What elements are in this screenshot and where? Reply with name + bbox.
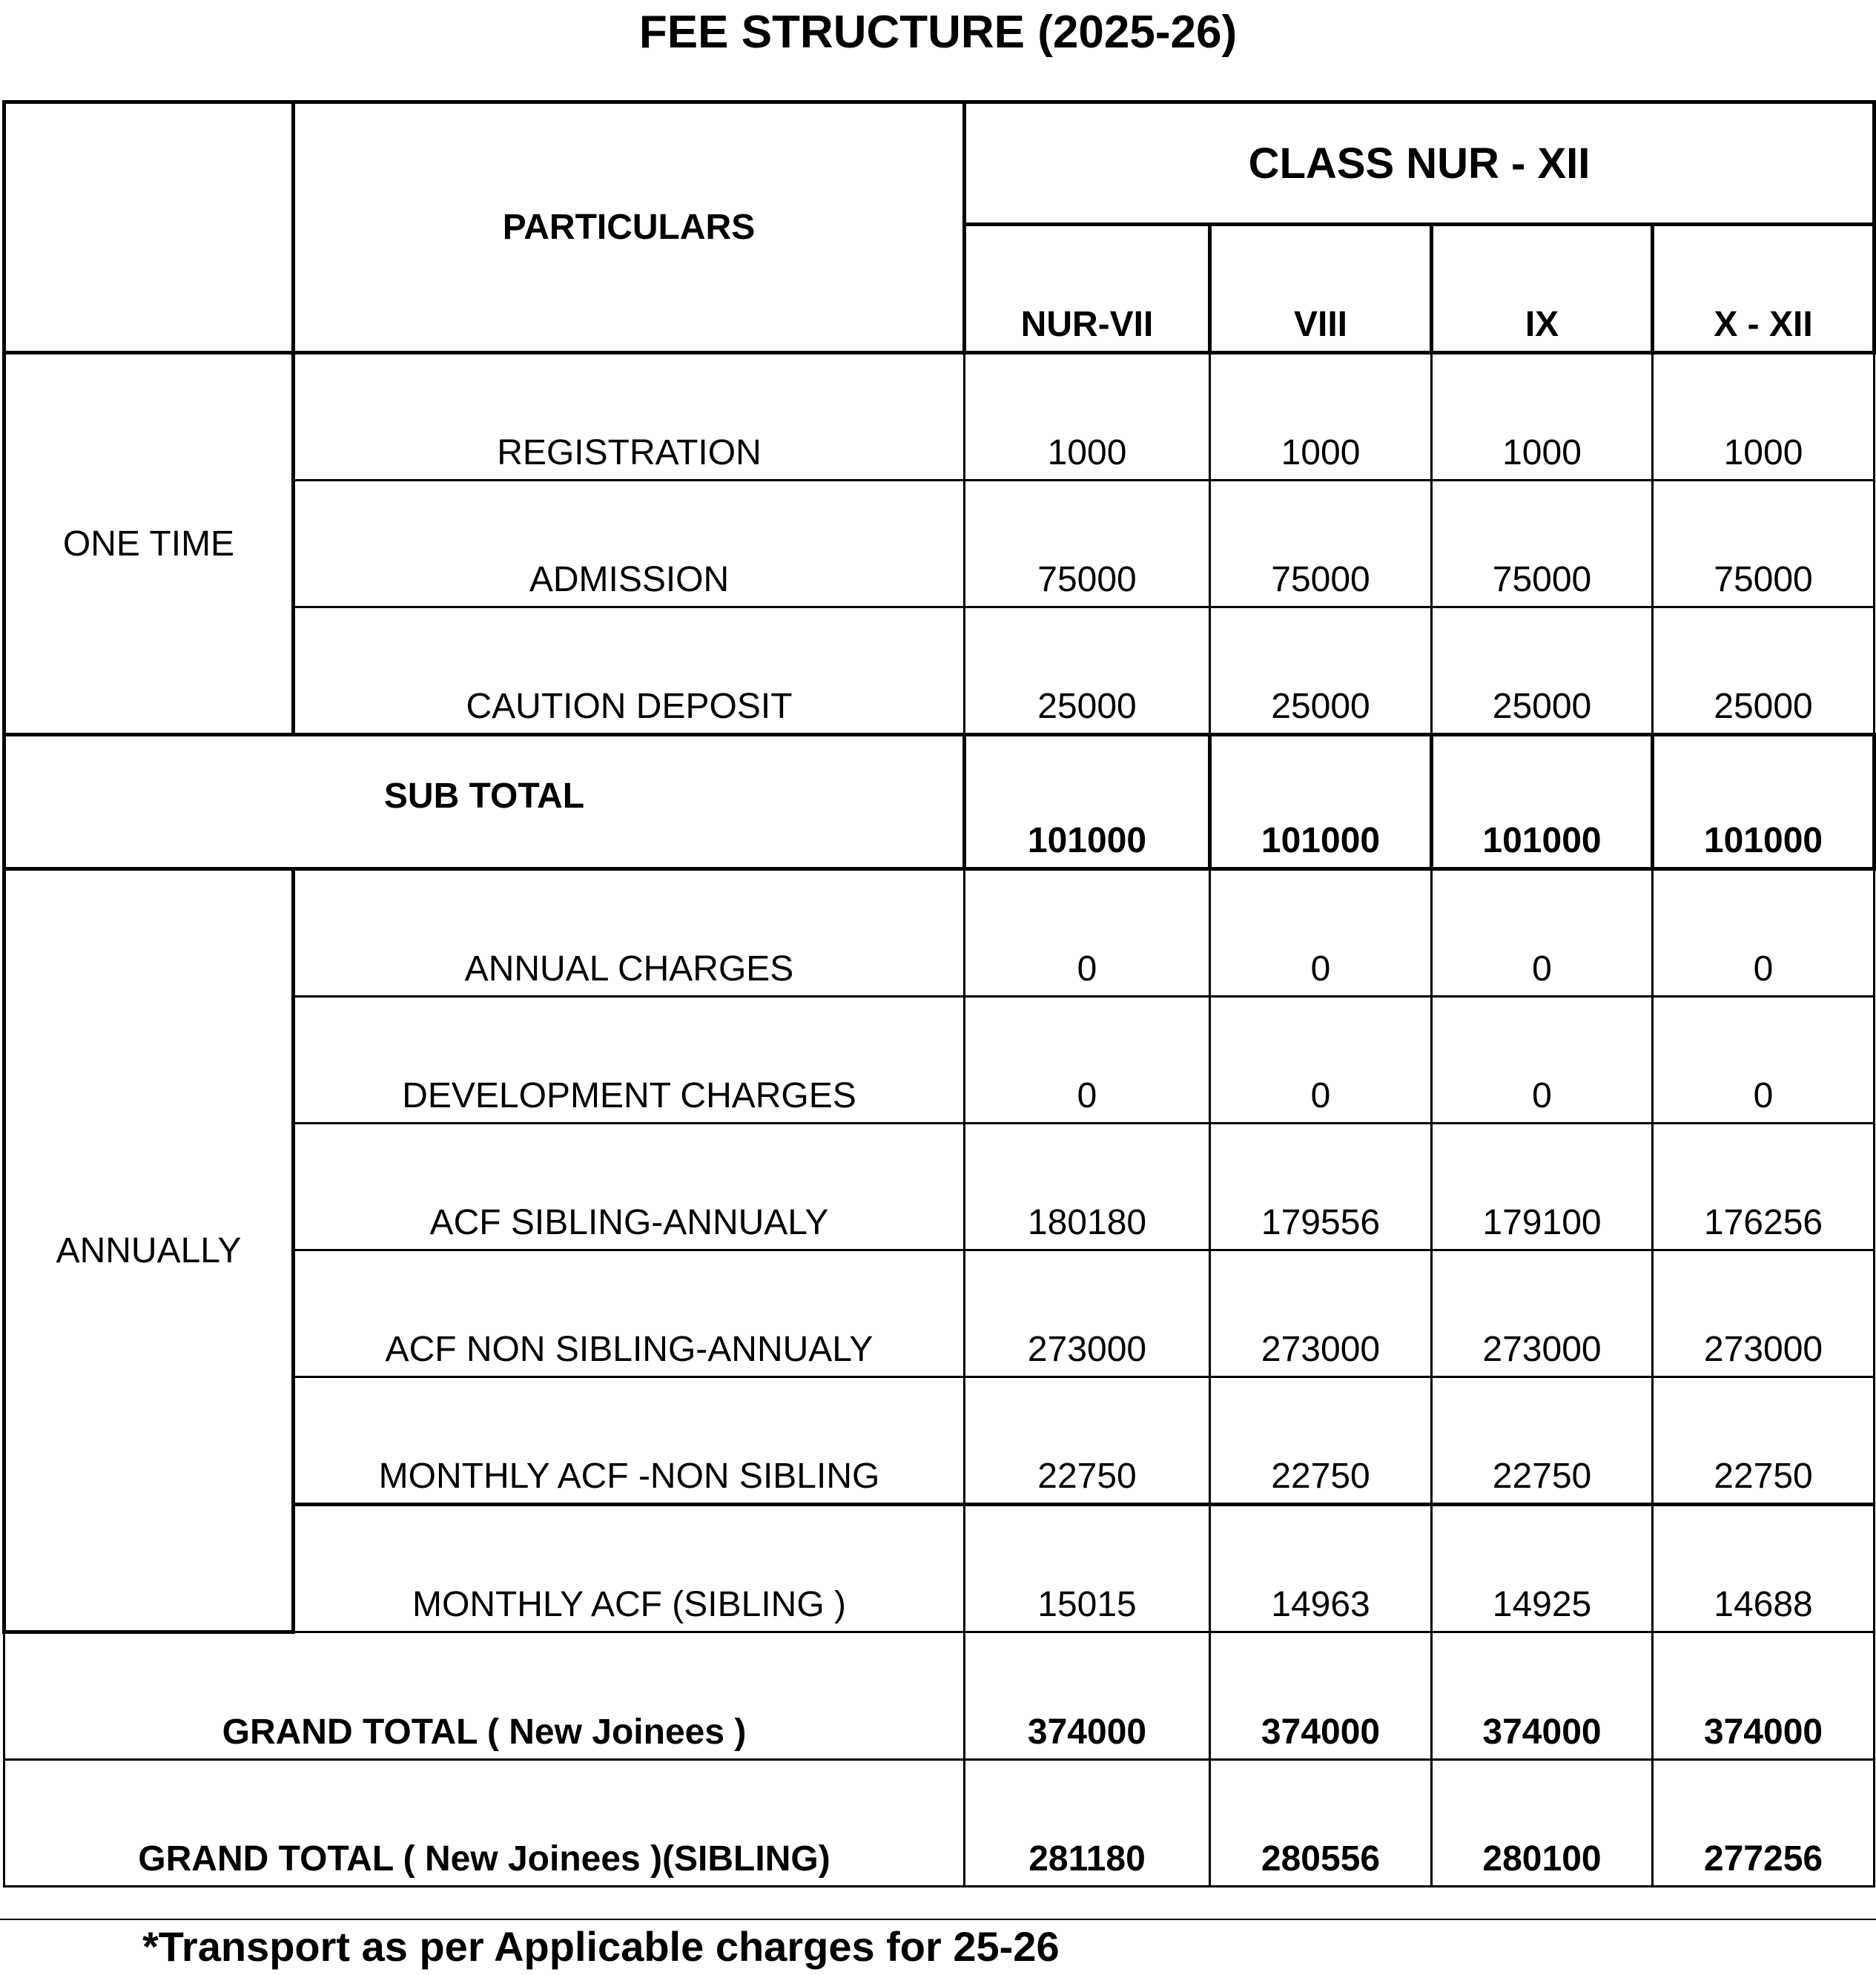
- value-cell: 0: [1432, 997, 1653, 1124]
- row-label: MONTHLY ACF (SIBLING ): [294, 1505, 965, 1632]
- table-row: [4, 353, 1875, 481]
- value-cell: 374000: [1432, 1632, 1653, 1760]
- row-label: ANNUAL CHARGES: [294, 869, 965, 997]
- value-cell: 0: [965, 869, 1210, 997]
- value-cell: 0: [965, 997, 1210, 1124]
- header-col-viii: VIII: [1210, 225, 1432, 353]
- value-cell: 22750: [1432, 1377, 1653, 1505]
- footnote: *Transport as per Applicable charges for 25-26: [142, 1923, 1060, 1970]
- grand-total-row: [4, 1632, 1875, 1760]
- value-cell: 280100: [1432, 1760, 1653, 1887]
- value-cell: 101000: [965, 735, 1210, 869]
- value-cell: 101000: [1653, 735, 1875, 869]
- value-cell: 374000: [1653, 1632, 1875, 1760]
- value-cell: 101000: [1432, 735, 1653, 869]
- value-cell: 281180: [965, 1760, 1210, 1887]
- value-cell: 25000: [1432, 607, 1653, 735]
- grand-total-sibling-row: [4, 1760, 1875, 1887]
- header-particulars: PARTICULARS: [294, 102, 965, 353]
- value-cell: 179100: [1432, 1124, 1653, 1250]
- value-cell: 0: [1432, 869, 1653, 997]
- value-cell: 0: [1653, 869, 1875, 997]
- value-cell: 75000: [1210, 481, 1432, 607]
- value-cell: 0: [1653, 997, 1875, 1124]
- header-blank-cell: [4, 102, 294, 353]
- value-cell: 22750: [965, 1377, 1210, 1505]
- grand-total-label: GRAND TOTAL ( New Joinees ): [4, 1632, 965, 1760]
- value-cell: 1000: [1210, 353, 1432, 481]
- header-col-nur-vii: NUR-VII: [965, 225, 1210, 353]
- section-label-annually: ANNUALLY: [4, 869, 294, 1632]
- value-cell: 179556: [1210, 1124, 1432, 1250]
- value-cell: 280556: [1210, 1760, 1432, 1887]
- value-cell: 374000: [1210, 1632, 1432, 1760]
- value-cell: 14925: [1432, 1505, 1653, 1632]
- value-cell: 75000: [965, 481, 1210, 607]
- value-cell: 75000: [1653, 481, 1875, 607]
- header-row-1: [4, 102, 1875, 225]
- value-cell: 25000: [965, 607, 1210, 735]
- value-cell: 1000: [965, 353, 1210, 481]
- value-cell: 277256: [1653, 1760, 1875, 1887]
- subtotal-row: [4, 735, 1875, 869]
- row-label: CAUTION DEPOSIT: [294, 607, 965, 735]
- value-cell: 273000: [1210, 1250, 1432, 1377]
- value-cell: 374000: [965, 1632, 1210, 1760]
- fee-table: [2, 100, 1876, 1887]
- value-cell: 14963: [1210, 1505, 1432, 1632]
- value-cell: 15015: [965, 1505, 1210, 1632]
- value-cell: 14688: [1653, 1505, 1875, 1632]
- value-cell: 273000: [1432, 1250, 1653, 1377]
- value-cell: 0: [1210, 869, 1432, 997]
- row-label: DEVELOPMENT CHARGES: [294, 997, 965, 1124]
- row-label: MONTHLY ACF -NON SIBLING: [294, 1377, 965, 1505]
- value-cell: 176256: [1653, 1124, 1875, 1250]
- value-cell: 273000: [965, 1250, 1210, 1377]
- value-cell: 22750: [1653, 1377, 1875, 1505]
- value-cell: 1000: [1653, 353, 1875, 481]
- section-label-one-time: ONE TIME: [4, 353, 294, 735]
- value-cell: 25000: [1653, 607, 1875, 735]
- value-cell: 25000: [1210, 607, 1432, 735]
- value-cell: 0: [1210, 997, 1432, 1124]
- value-cell: 1000: [1432, 353, 1653, 481]
- header-class-group: CLASS NUR - XII: [965, 102, 1875, 225]
- header-col-ix: IX: [1432, 225, 1653, 353]
- row-label: ACF SIBLING-ANNUALY: [294, 1124, 965, 1250]
- footnote-divider: [0, 1919, 1876, 1920]
- row-label: ADMISSION: [294, 481, 965, 607]
- subtotal-label: SUB TOTAL: [4, 735, 965, 869]
- value-cell: 22750: [1210, 1377, 1432, 1505]
- value-cell: 180180: [965, 1124, 1210, 1250]
- row-label: REGISTRATION: [294, 353, 965, 481]
- value-cell: 101000: [1210, 735, 1432, 869]
- value-cell: 75000: [1432, 481, 1653, 607]
- table-row: [4, 869, 1875, 997]
- grand-total-sibling-label: GRAND TOTAL ( New Joinees )(SIBLING): [4, 1760, 965, 1887]
- value-cell: 273000: [1653, 1250, 1875, 1377]
- page-title: FEE STRUCTURE (2025-26): [638, 7, 1238, 58]
- header-col-x-xii: X - XII: [1653, 225, 1875, 353]
- row-label: ACF NON SIBLING-ANNUALY: [294, 1250, 965, 1377]
